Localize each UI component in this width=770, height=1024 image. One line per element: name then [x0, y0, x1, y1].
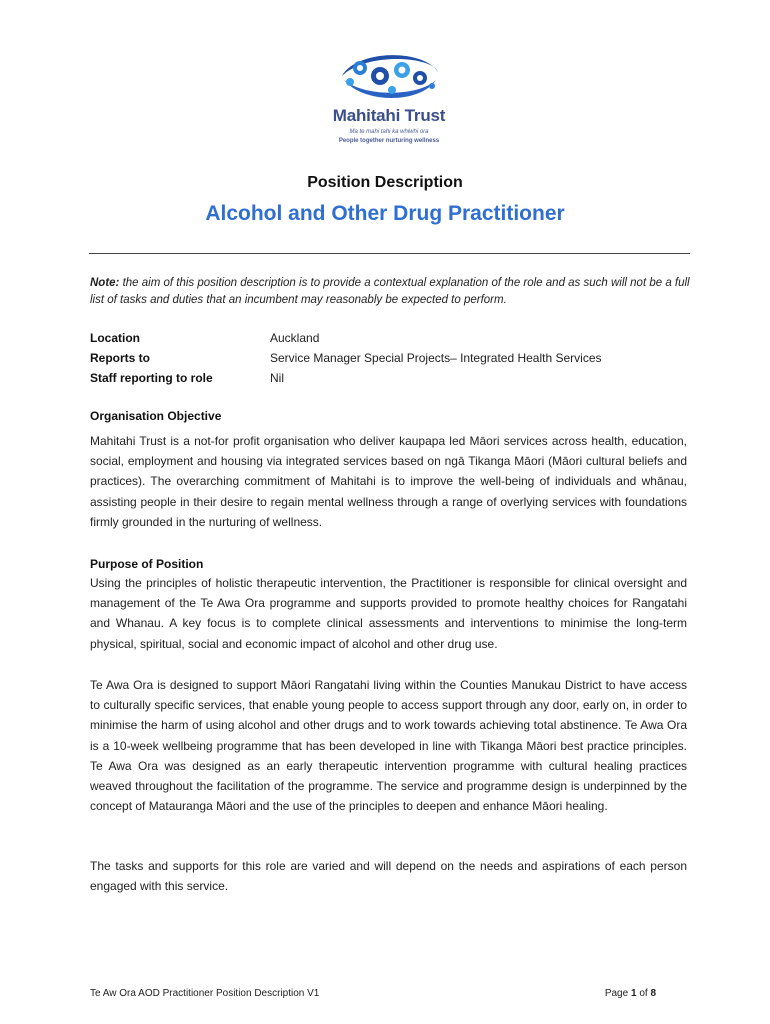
detail-row-reports-to [90, 348, 690, 368]
logo-tagline-maori: Ma te mahi tahi ka whiwhi ora [349, 129, 429, 135]
purpose-paragraph-1: Using the principles of holistic therapeutic intervention, the Practitioner is responsible for clinical oversight and management of the Te Awa Ora programme and supports provided to promote healthy choices for Rangatahi and Whanau. A key focus is to complete clinical assessments and interventions to minimise the long-term physical, spiritual, social and economic impact of alcohol and other drug use. [90, 576, 687, 651]
detail-value: Auckland [270, 331, 320, 345]
footer-page-number: Page 1 of 8 [604, 988, 656, 999]
purpose-paragraph-2: Te Awa Ora is designed to support Māori Rangatahi living within the Counties Manukau District to have access to culturally specific services, that enable young people to access support through any door, early on, in order to minimise the harm of using alcohol and other drugs and to work towards achieving total abstinence. Te Awa Ora is a 10-week wellbeing programme that has been developed in line with Tikanga Māori best practice principles. Te Awa Ora was designed as an early therapeutic intervention programme with cultural healing practices weaved throughout the facilitation of the programme. The service and programme design is underpinned by the concept of Matauranga Māori and the use of the principles to deepen and enhance Māori healing. [90, 678, 687, 814]
detail-row-staff-reporting [90, 368, 690, 388]
detail-row-location [90, 328, 690, 348]
title-divider [89, 253, 690, 254]
detail-label: Staff reporting to role [90, 371, 213, 385]
note-prefix: Note: [90, 277, 120, 289]
detail-label: Location [90, 331, 140, 345]
mahitahi-logo [328, 46, 450, 150]
note-paragraph [90, 275, 690, 309]
document-type-label: Position Description [307, 174, 463, 191]
organisation-objective-heading: Organisation Objective [90, 409, 222, 423]
purpose-heading: Purpose of Position [90, 557, 204, 571]
purpose-paragraph-3: The tasks and supports for this role are varied and will depend on the needs and aspirations of each person engaged with this service. [90, 859, 687, 894]
logo-wordmark: Mahitahi Trust [332, 106, 446, 125]
detail-label: Reports to [90, 351, 150, 365]
koru-emblem-icon [336, 46, 442, 106]
position-title: Alcohol and Other Drug Practitioner [205, 202, 565, 225]
logo-tagline-english: People together nurturing wellness [338, 138, 440, 144]
organisation-objective-text: Mahitahi Trust is a not-for profit organisation who deliver kaupapa led Māori services across health, education, social, employment and housing via integrated services based on ngā Tikanga Māori (Māori cultural beliefs and practices). The overarching commitment of Mahitahi is to improve the well-being of individuals and whānau, assisting people in their desire to regain mental wellness through a range of overlying services with foundations firmly grounded in the nurturing of wellness. [90, 434, 687, 529]
note-text: the aim of this position description is to provide a contextual explanation of the role and as such will not be a full list of tasks and duties that an incumbent may reasonably be expected to perform. [90, 277, 690, 306]
detail-value: Nil [270, 371, 284, 385]
detail-value: Service Manager Special Projects– Integrated Health Services [270, 351, 602, 365]
footer-document-name: Te Aw Ora AOD Practitioner Position Description V1 [90, 988, 320, 999]
position-details [90, 328, 690, 388]
